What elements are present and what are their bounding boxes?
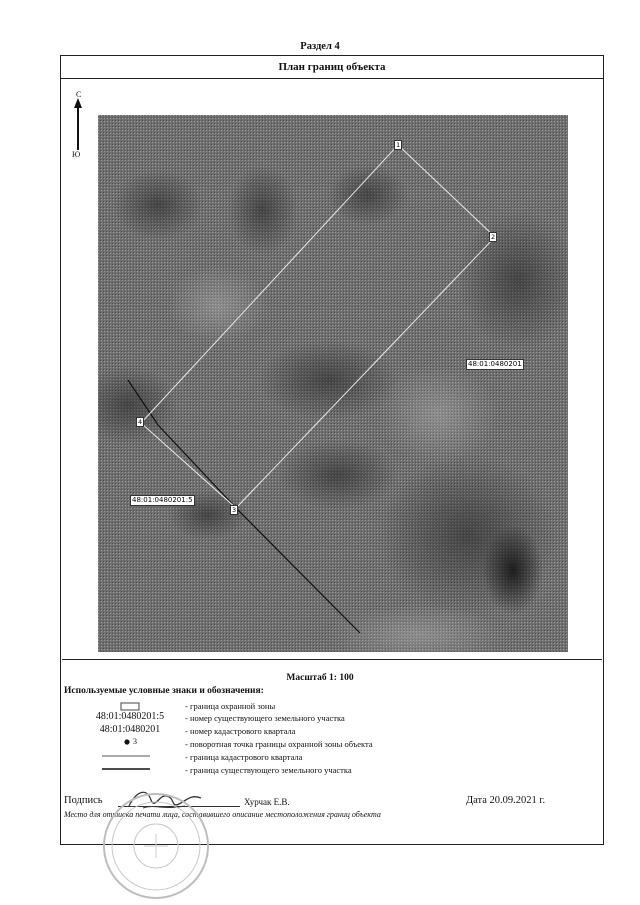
legend-text: - номер кадастрового квартала [185,726,296,736]
legend-symbol-quarter: 48:01:0480201 [99,724,161,735]
scale-text: Масштаб 1: 100 [286,673,354,683]
legend-title: Используемые условные знаки и обозначения: [64,686,264,696]
turning-point-label: 1 [396,141,401,149]
north-arrow-icon [70,90,92,160]
legend-text: - граница существующего земельного участка [185,765,352,775]
satellite-map-image [98,115,568,652]
legend-point-number: 3 [133,737,137,746]
signature-date: Дата 20.09.2021 г. [466,795,546,806]
stamp-note: Место для оттиска печати лица, составившего описание местоположения границ объекта [64,810,381,819]
compass-north-label: С [76,90,82,99]
legend-text: - граница охранной зоны [185,701,276,711]
legend-symbol-parcel: 48:01:0480201:5 [95,711,165,722]
parcel-number-label: 48:01:0480201:5 [132,496,193,504]
quarter-number-label: 48:01:0480201 [468,360,522,368]
official-seal-stamp [100,790,212,902]
compass-south-label: Ю [72,150,81,159]
signer-name: Хурчак Е.В. [244,797,290,807]
legend-text: - номер существующего земельного участка [185,713,345,723]
legend-symbol-parcel-line [70,765,190,773]
plan-title: План границ объекта [60,55,604,79]
turning-point-label: 3 [232,506,237,514]
turning-point-label: 4 [138,418,143,426]
legend-symbol-quarter-line [70,752,190,760]
legend-symbol-point [70,737,190,749]
legend-text: - граница кадастрового квартала [185,752,303,762]
legend-text: - поворотная точка границы охранной зоны объекта [185,739,373,749]
section-title: Раздел 4 [300,41,340,52]
turning-point-label: 2 [491,233,496,241]
signature-label: Подпись [64,795,103,806]
